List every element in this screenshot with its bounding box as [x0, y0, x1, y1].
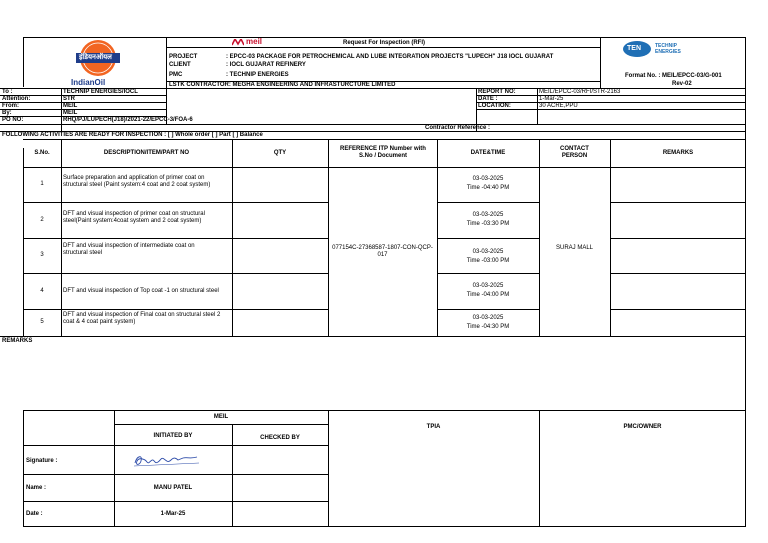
col-line-sno [61, 139, 62, 336]
row-5-time: Time -04:30 PM [466, 324, 510, 330]
row-5-sno: 5 [40, 319, 44, 325]
table-bottom-line [0, 336, 746, 337]
header-datetime: DATE&TIME [470, 149, 506, 156]
sign-line-signature [23, 474, 328, 475]
row-4-sno: 4 [40, 287, 44, 294]
row-1-date: 03-03-2025 [472, 176, 504, 182]
sign-bottom-line [23, 526, 746, 527]
name-value: MANU PATEL [153, 485, 193, 491]
header-remarks: REMARKS [662, 149, 694, 156]
header-qty: QTY [273, 149, 287, 156]
from-label: From: [2, 103, 19, 109]
col-line-desc [232, 139, 233, 336]
pmc-value: : TECHNIP ENERGIES [226, 72, 289, 78]
row-line-2b [437, 238, 539, 239]
row-line-3a [23, 273, 328, 274]
indianoil-logo [68, 39, 128, 87]
initiated-by: INITIATED BY [153, 433, 193, 439]
row-line-2c [610, 238, 746, 239]
row-3-sno: 3 [40, 252, 44, 258]
to-label: To : [2, 89, 13, 95]
row-2-time: Time -03:30 PM [466, 221, 510, 227]
table-header-bottom [23, 167, 746, 168]
ten-logo-text: TEN [627, 45, 641, 52]
row-5-date: 03-03-2025 [472, 315, 504, 321]
row-2-sno: 2 [40, 216, 44, 223]
date-label: DATE : [478, 96, 498, 102]
by-label: By: [2, 110, 12, 116]
row-5-desc: DFT and visual inspection of Final coat on structural steel 2 coat & 4 coat paint system) [63, 312, 221, 325]
ten-sub-1: TECHNIP [655, 43, 677, 49]
report-line-3 [476, 109, 746, 110]
sign-meil: MEIL [213, 414, 229, 420]
row-line-1c [610, 202, 746, 203]
contractor-reference: Contractor Reference : [425, 125, 491, 131]
col-line-contact [610, 139, 611, 336]
po-label: PO NO: [2, 117, 24, 123]
attention-label: Attention: [2, 96, 31, 102]
from-value: MEIL [63, 103, 78, 109]
info-line-3 [0, 109, 166, 110]
report-no-value: MEIL/EPCC-03/RFI/STR-2163 [539, 89, 621, 95]
location-label: LOCATION: [478, 103, 511, 109]
tpia: TPIA [426, 424, 441, 430]
row-3-time: Time -03:00 PM [466, 258, 510, 264]
col-line-ref [437, 139, 438, 336]
header-divider-right [600, 37, 601, 88]
following-activities: FOLLOWING ACTIVITIES ARE READY FOR INSPECTION : [ ] Whole order [ ] Part [ ] Balance [2, 132, 263, 138]
pmc-owner: PMC/OWNER [623, 424, 662, 430]
col-line-qty [328, 139, 329, 336]
row-line-4a [23, 309, 328, 310]
client-value: : IOCL GUJARAT REFINERY [226, 62, 306, 68]
row-3-desc: DFT and visual inspection of intermediate coat on structural steel [63, 243, 195, 256]
row-2-desc: DFT and visual inspection of primer coat on structural steel(Paint system:4coat system and 2 coat system) [63, 211, 205, 224]
sign-meil-line [114, 424, 328, 425]
format-no: Format No. : MEIL/EPCC-03/G-001 [625, 73, 722, 79]
by-value: MEIL [63, 110, 78, 116]
rev: Rev-02 [672, 81, 692, 87]
sign-left-line [23, 410, 24, 526]
meil-logo-text: meil [246, 37, 263, 46]
row-1-time: Time -04:40 PM [466, 185, 510, 191]
col-line-date [539, 139, 540, 336]
row-line-1a [23, 202, 328, 203]
row-line-3b [437, 273, 539, 274]
header-ref: REFERENCE ITP Number with S.No / Document [340, 146, 426, 159]
header-desc: DESCRIPTION/ITEM/PART NO [103, 149, 190, 156]
remarks-label: REMARKS [2, 338, 33, 344]
client-label: CLIENT [169, 62, 191, 68]
location-value: 30 ACRE,PPU [539, 103, 578, 109]
row-line-2a [23, 238, 328, 239]
frame-top [23, 37, 746, 38]
header-contact: CONTACT PERSON [560, 146, 589, 159]
checked-by: CHECKED BY [260, 435, 300, 441]
row-4-desc: DFT and visual inspection of Top coat -1 on structural steel [63, 288, 219, 294]
row-line-1b [437, 202, 539, 203]
indianoil-name: IndianOil [71, 78, 106, 87]
date-sign-label: Date : [26, 511, 43, 517]
row-2-date: 03-03-2025 [472, 212, 504, 218]
sign-top-line [23, 410, 746, 411]
date-value: 1-Mar-25 [539, 96, 564, 102]
row-1-sno: 1 [40, 181, 44, 187]
row-line-4c [610, 309, 746, 310]
row-4-date: 03-03-2025 [472, 283, 504, 289]
frame-right [745, 37, 746, 526]
sign-col-1 [114, 410, 115, 526]
itp-reference: 077154C-27368587-1807-CON-QCP-017 [332, 245, 433, 258]
po-value: RHQ/PJ/LUPECH(J18)/2021-22/EPCC-3/FOA-6 [63, 117, 193, 123]
indianoil-hindi: इंडियनऑयल [79, 54, 112, 61]
meil-mark-icon [232, 39, 244, 46]
header-sno: S.No. [34, 149, 50, 156]
project-value: : EPCC-03 PACKAGE FOR PETROCHEMICAL AND LUBE INTEGRATION PROJECTS "LUPECH" J18 IOCL GUJARAT [226, 54, 554, 60]
attention-value: STR [63, 96, 75, 102]
contact-person: SURAJ MALL [555, 245, 593, 251]
lstk-contractor: LSTK CONTRACTOR: MEGHA ENGINEERING AND INFRASTURCTURE LIMITED [169, 82, 396, 88]
header-line-1 [166, 47, 600, 48]
sign-header-bottom [23, 445, 328, 446]
info-divider-labels [61, 88, 62, 131]
info-divider-report-values [537, 88, 538, 124]
ten-logo [622, 40, 712, 60]
report-no-label: REPORT NO: [478, 89, 516, 95]
frame-left-top [23, 37, 24, 87]
row-1-desc: Surface preparation and application of primer coat on structural steel (Paint system:4 coat and 2 coat system) [63, 175, 211, 188]
row-line-4b [437, 309, 539, 310]
to-value: TECHNIP ENERGIES/IOCL [63, 89, 138, 95]
row-3-date: 03-03-2025 [472, 249, 504, 255]
project-label: PROJECT [169, 54, 198, 60]
date-sign-value: 1-Mar-25 [160, 511, 186, 517]
report-line-2 [476, 102, 746, 103]
row-4-time: Time -04:00 PM [466, 292, 510, 298]
row-line-3c [610, 273, 746, 274]
signature-label: Signature : [26, 458, 58, 464]
pmc-label: PMC [169, 72, 183, 78]
rfi-title: Request For Inspection (RFI) [343, 40, 426, 46]
name-label: Name : [26, 485, 47, 491]
handwritten-signature [131, 451, 201, 474]
info-line-po [0, 124, 746, 125]
sign-line-name [23, 501, 328, 502]
ten-sub-2: ENERGIES [655, 49, 681, 55]
